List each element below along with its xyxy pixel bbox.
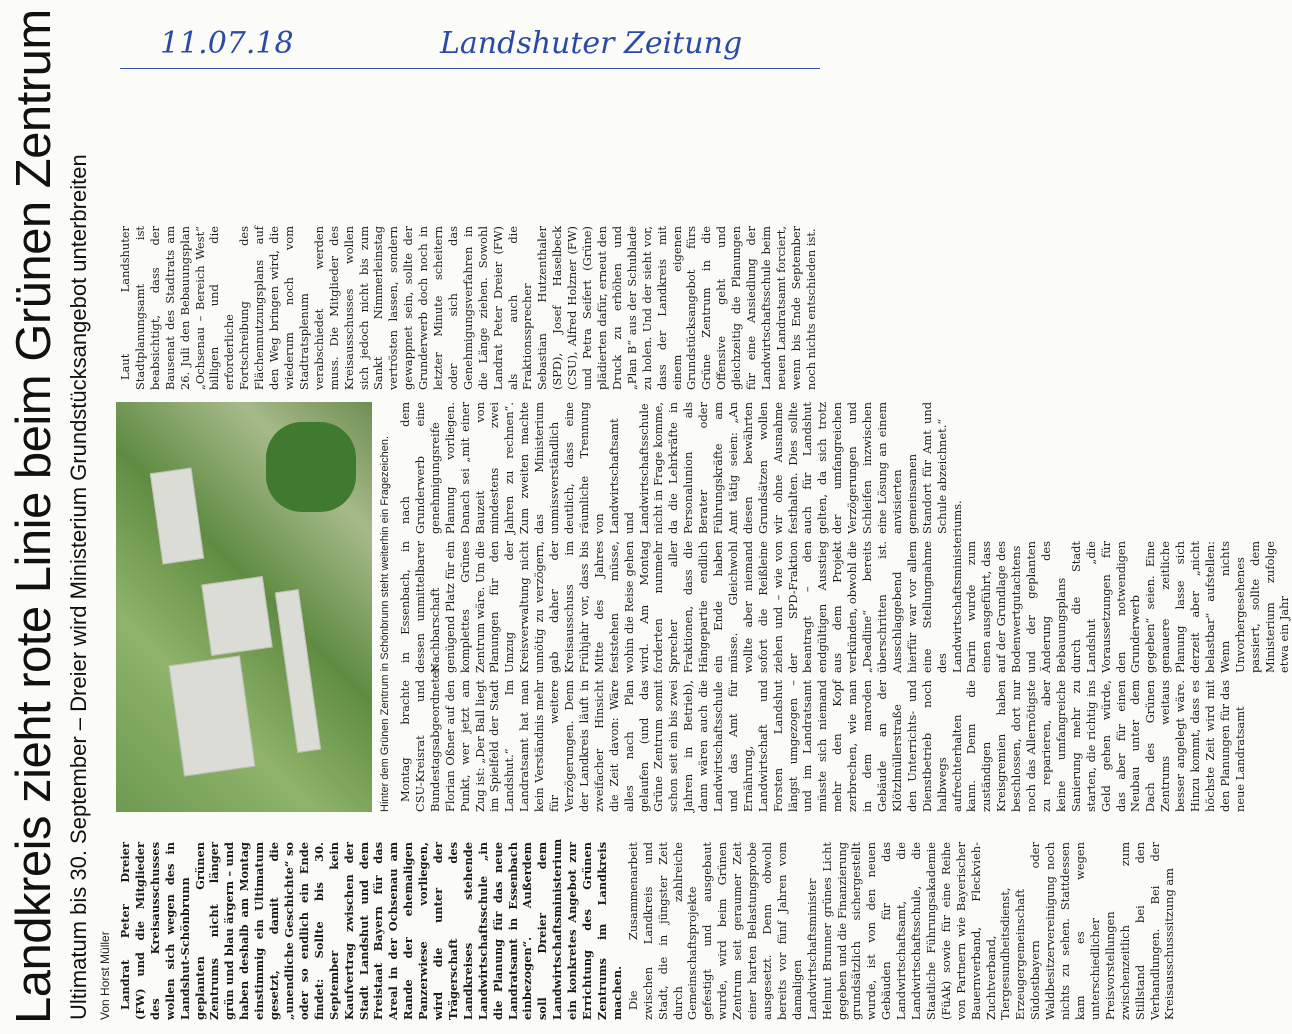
article-column-4	[398, 402, 949, 534]
article	[0, 9, 1292, 1034]
lead-paragraph: Landrat Peter Dreier (FW) und die Mitglieder des Kreisausschusses wollen sich wegen des in Landshut-Schönbrunn geplanten Grünen Zentrums nicht länger grün und blau ärgern – und haben deshalb am Montag einstimmig ein Ultimatum gesetzt, damit die „unendliche Geschichte“ so oder so endlich ein Ende findet: Sollte bis 30. September kein Kaufvertrag zwischen der Stadt Landshut und dem Freistaat Bayern für das Areal in der Ochsenau am Rande der ehemaligen Panzerwiese vorliegen, wird die unter der Trägerschaft des Landkreises stehende Landwirtschaftsschule „in die Planung für das neue Landratsamt in Essenbach einbezogen“. Außerdem soll Dreier dem Landwirtschaftsministerium ein konkretes Angebot zur Errichtung des Grünen Zentrums im Landkreis machen.	[118, 838, 624, 1020]
article-column-3	[398, 500, 1292, 673]
byline: Von Horst Müller	[98, 931, 112, 1020]
photo-caption: Hinter dem Grünen Zentrum in Schönbrunn steht weiterhin ein Fragezeichen.	[379, 435, 391, 812]
paragraph: Montag brachte CSU-Kreisrat und Bundestagsabgeordneter Florian Oßner auf den Punkt, wer jetzt am Zug ist: „Der Ball liegt im Spielfeld der Stadt Landshut.“ Im Landratsamt hat man kein Verständnis mehr für weitere Verzögerungen. Denn der Landkreis läuft in zweifacher Hinsicht die Zeit davon: Wäre alles nach Plan gelaufen (und das Grüne Zentrum somit schon seit ein bis zwei Jahren in Betrieb), dann wären auch die Landwirtschaftsschule und das Amt für Ernährung, Landwirtschaft und Forsten Landshut längst umgezogen – und im Landratsamt müsste sich niemand mehr den Kopf zerbrechen, wie man in dem maroden Gebäude an der Klötzlmüllerstraße den Unterrichts- und Dienstbetrieb noch halbwegs aufrechterhalten kann. Denn die zuständigen Kreisgremien haben beschlossen, dort nur noch das Allernötigste zu reparieren, aber keine umfangreiche Sanierung mehr zu starten, die richtig ins Geld gehen würde, das aber für einen Neubau unter dem Dach des Grünen Zentrums weitaus besser angelegt wäre. Hinzu kommt, dass es höchste Zeit wird mit den Planungen für das neue Landratsamt	[398, 666, 1247, 812]
aerial-photo	[116, 402, 372, 812]
article-column-1	[118, 838, 1177, 1020]
handwritten-source: Landshuter Zeitung	[440, 26, 743, 61]
paragraph: Die Zusammenarbeit zwischen Landkreis und Stadt, die in jüngster Zeit durch zahlreiche Gemeinschaftsprojekte gefestigt und ausgebaut wurde, wird beim Grünen Zentrum seit geraumer Zeit einer harten Belastungsprobe ausgesetzt. Denn obwohl bereits vor fünf Jahren vom damaligen Landwirtschaftsminister Helmut Brunner grünes Licht gegeben und die Finanzierung grundsätzlich sichergestellt wurde, ist von den neuen Gebäuden für das Landwirtschaftsamt, die Landwirtschaftsschule, die Staatliche Führungsakademie (FüAk) sowie für eine Reihe von Partnern wie Bayerischer Bauernverband, Fleckvieh-Zuchtverband, Tiergesundheitsdienst, Erzeugergemeinschaft Südostbayern oder Waldbesitzervereinigung noch nichts zu sehen. Stattdessen kam es wegen unterschiedlicher Preisvorstellungen zwischenzeitlich zum Stillstand bei den Verhandlungen. Bei der Kreisausschusssitzung am	[625, 842, 1177, 1020]
headline: Landkreis zieht rote Linie beim Grünen Zentrum	[7, 9, 61, 1024]
article-column-5	[118, 226, 858, 390]
paragraph: nach dem Grunderwerb eine genehmigungsreife Planung vorliegen. Danach sei „mit einer Bauzeit von mindestens zwei Jahren zu rechnen“. Zum zweiten machte das Ministerium unmissverständlich deutlich, dass eine räumliche Trennung von Landwirtschaftsamt und Landwirtschaftsschule nicht in Frage komme, da die Lehrkräfte in Personalunion als Berater oder Führungskräfte am Amt tätig seien: „An diesen bewährten Grundsätzen wollen wir ohne Ausnahme festhalten. Dies sollte auch für Landshut gelten, da sich trotz der umfangreichen Verzögerungen und Schleifen inzwischen eine Lösung an einem anvisierten gemeinsamen Standort für Amt und Schule abzeichnet.“	[398, 402, 949, 534]
paragraph: Laut Landshuter Stadtplanungsamt ist beabsichtigt, dass der Bausenat des Stadtrats am 26. Juli den Bebauungsplan „Ochsenau – Bereich West“ billigen und die erforderliche Fortschreibung des Flächennutzungsplans auf den Weg bringen wird, die wiederum noch vom Stadtratsplenum verabschiedet werden muss. Die Mitglieder des Kreisausschusses wollen sich jedoch nicht bis zum Sankt Nimmerleinstag vertrösten lassen, sondern gewappnet sein, sollte der Grunderwerb doch noch in letzter Minute scheitern oder sich das Genehmigungsverfahren in die Länge ziehen. Sowohl Landrat Peter Dreier (FW) als auch die Fraktionssprecher Sebastian Hutzenthaler (SPD), Josef Haselbeck (CSU), Alfred Holzner (FW) und Petra Seifert (Grüne) plädierten dafür, erneut den Druck zu erhöhen und „Plan B“ aus der Schublade zu holen. Und der sieht vor, dass der Landkreis mit einem eigenen Grundstücksangebot fürs Grüne Zentrum in die Offensive geht und gleichzeitig die Planungen für eine Ansiedlung der Landwirtschaftsschule beim neuen Landratsamt forciert, wenn bis Ende September noch nichts entschieden ist.	[118, 226, 818, 390]
subheadline: Ultimatum bis 30. September – Dreier wird Ministerium Grundstücksangebot unterbreiten	[66, 154, 91, 1020]
handwritten-date: 11.07.18	[160, 26, 294, 61]
article-column-2	[398, 666, 1247, 812]
paragraph: in Essenbach, in dessen unmittelbarer Nachbarschaft genügend Platz für ein komplettes Grünes Zentrum wäre. Um die Planungen für den Umzug der Kreisverwaltung nicht unnötig zu verzögern, gab daher der Kreisausschuss im Frühjahr vor, dass bis Mitte des Jahres feststehen müsse, wohin die Reise gehen wird. Am Montag forderten nunmehr Sprecher aller Fraktionen, dass die Hängepartie endlich ein Ende haben müsse. Gleichwohl wollte aber niemand sofort die Reißleine ziehen und – wie von der SPD-Fraktion beantragt – den endgültigen Ausstieg aus dem Projekt verkünden, obwohl die „Deadline“ bereits überschritten ist. Ausschlaggebend hierfür war vor allem eine Stellungnahme des Landwirtschaftsministeriums. Darin wurde zum einen ausgeführt, dass auf der Grundlage des Bodenwertgutachtens und der geplanten Änderung des Bebauungsplans durch die Stadt Landshut „die Voraussetzungen für den notwendigen Grunderwerb gegeben“ seien. Eine genauere zeitliche Planung lasse sich derzeit aber „nicht belastbar“ aufstellen: Wenn nichts Unvorhergesehenes passiert, sollte dem Ministerium zufolge etwa ein Jahr	[398, 500, 1292, 673]
